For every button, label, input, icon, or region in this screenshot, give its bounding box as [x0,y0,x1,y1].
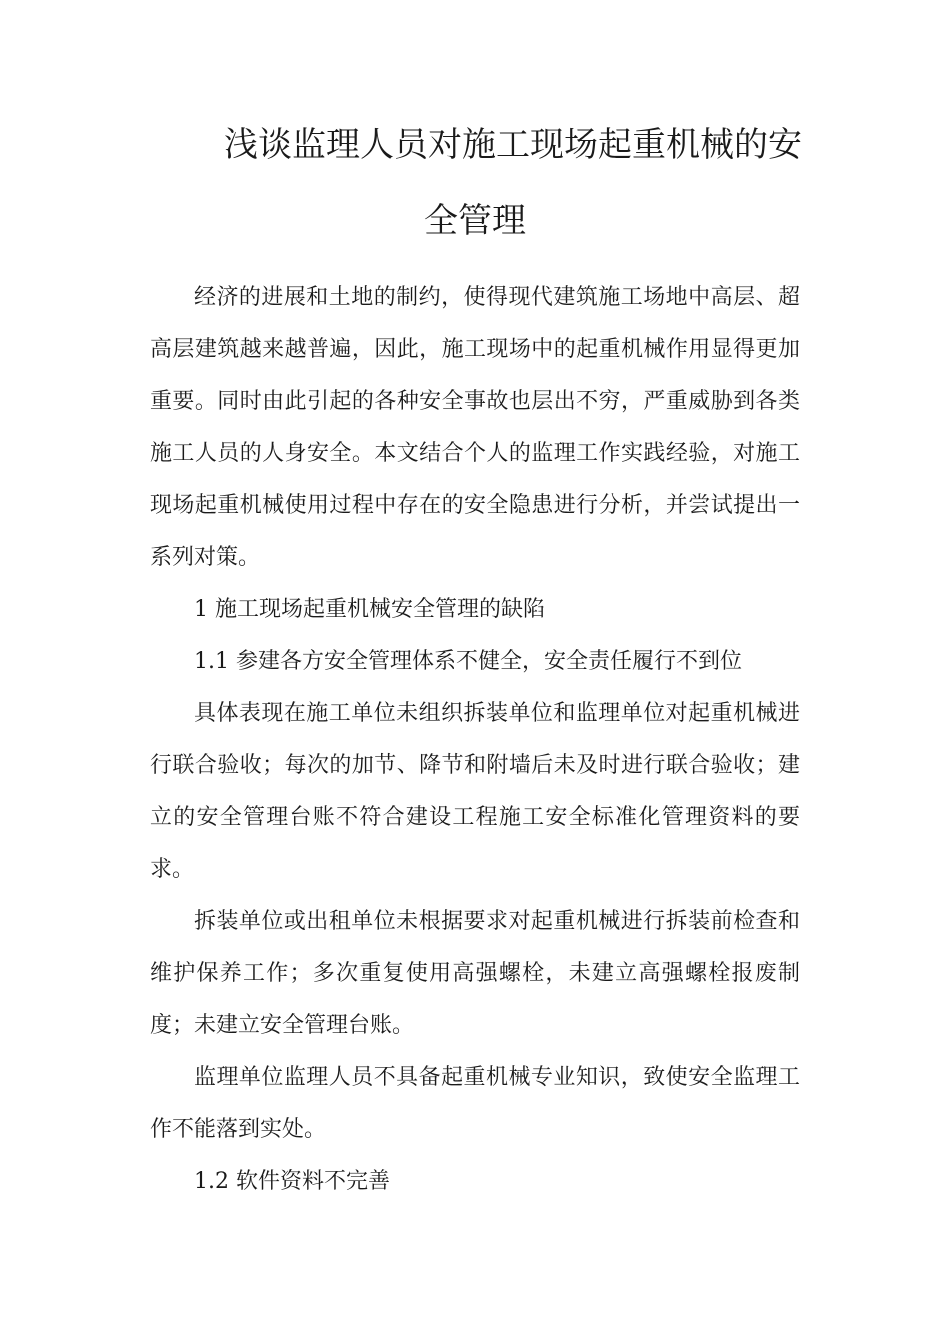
paragraph-construction-unit: 具体表现在施工单位未组织拆装单位和监理单位对起重机械进行联合验收；每次的加节、降节和附墙后未及时进行联合验收；建立的安全管理台账不符合建设工程施工安全标准化管理资料的要求。 [150,701,800,882]
paragraph-installation-unit: 拆装单位或出租单位未根据要求对起重机械进行拆装前检查和维护保养工作；多次重复使用高强螺栓，未建立高强螺栓报废制度；未建立安全管理台账。 [150,909,800,1038]
section-heading-1: 1 施工现场起重机械安全管理的缺陷 [194,597,545,622]
paragraph-supervision-unit: 监理单位监理人员不具备起重机械专业知识，致使安全监理工作不能落到实处。 [150,1065,800,1142]
paragraph-intro: 经济的进展和土地的制约，使得现代建筑施工场地中高层、超高层建筑越来越普遍，因此，施工现场中的起重机械作用显得更加重要。同时由此引起的各种安全事故也层出不穷，严重威胁到各类施工人员的人身安全。本文结合个人的监理工作实践经验，对施工现场起重机械使用过程中存在的安全隐患进行分析，并尝试提出一系列对策。 [150,285,800,570]
document-body [150,272,800,1208]
section-heading-1-1: 1.1 参建各方安全管理体系不健全，安全责任履行不到位 [194,649,742,674]
section-heading-1-2: 1.2 软件资料不完善 [194,1169,390,1194]
document-title-line-2: 全管理 [424,201,526,241]
document-title-line-1: 浅谈监理人员对施工现场起重机械的安 [224,125,802,165]
